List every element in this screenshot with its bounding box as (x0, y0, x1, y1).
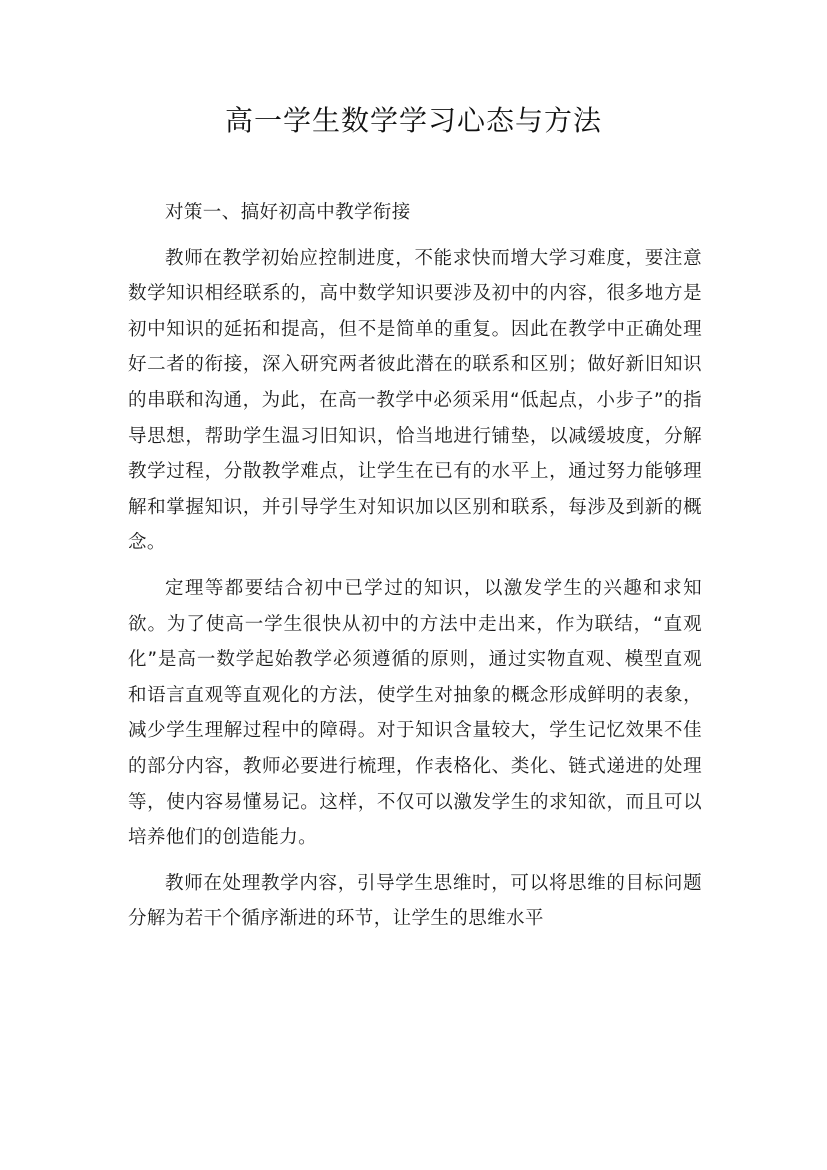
paragraph: 教师在处理教学内容，引导学生思维时，可以将思维的目标问题分解为若干个循序渐进的环节，让学生的思维水平 (128, 872, 702, 930)
paragraph: 教师在教学初始应控制进度，不能求快而增大学习难度，要注意数学知识相经联系的，高中数学知识要涉及初中的内容，很多地方是初中知识的延拓和提高，但不是简单的重复。因此在教学中正确处理好二者的衔接，深入研究两者彼此潜在的联系和区别；做好新旧知识的串联和沟通，为此，在高一教学中必须采用“低起点，小步子”的指导思想，帮助学生温习旧知识，恰当地进行铺垫，以减缓坡度，分解教学过程，分散教学难点，让学生在已有的水平上，通过努力能够理解和掌握知识，并引导学生对知识加以区别和联系，每涉及到新的概念。 (128, 247, 702, 554)
paragraph-heading: 对策一、搞好初高中教学衔接 (165, 202, 411, 223)
document-body (128, 195, 702, 937)
paragraph: 定理等都要结合初中已学过的知识，以激发学生的兴趣和求知欲。为了使高一学生很快从初中的方法中走出来，作为联结，“直观化”是高一数学起始教学必须遵循的原则，通过实物直观、模型直观和语言直观等直观化的方法，使学生对抽象的概念形成鲜明的表象，减少学生理解过程中的障碍。对于知识含量较大，学生记忆效果不佳的部分内容，教师必要进行梳理，作表格化、类化、链式递进的处理等，使内容易懂易记。这样，不仅可以激发学生的求知欲，而且可以培养他们的创造能力。 (128, 577, 702, 849)
document-title: 高一学生数学学习心态与方法 (224, 104, 602, 137)
